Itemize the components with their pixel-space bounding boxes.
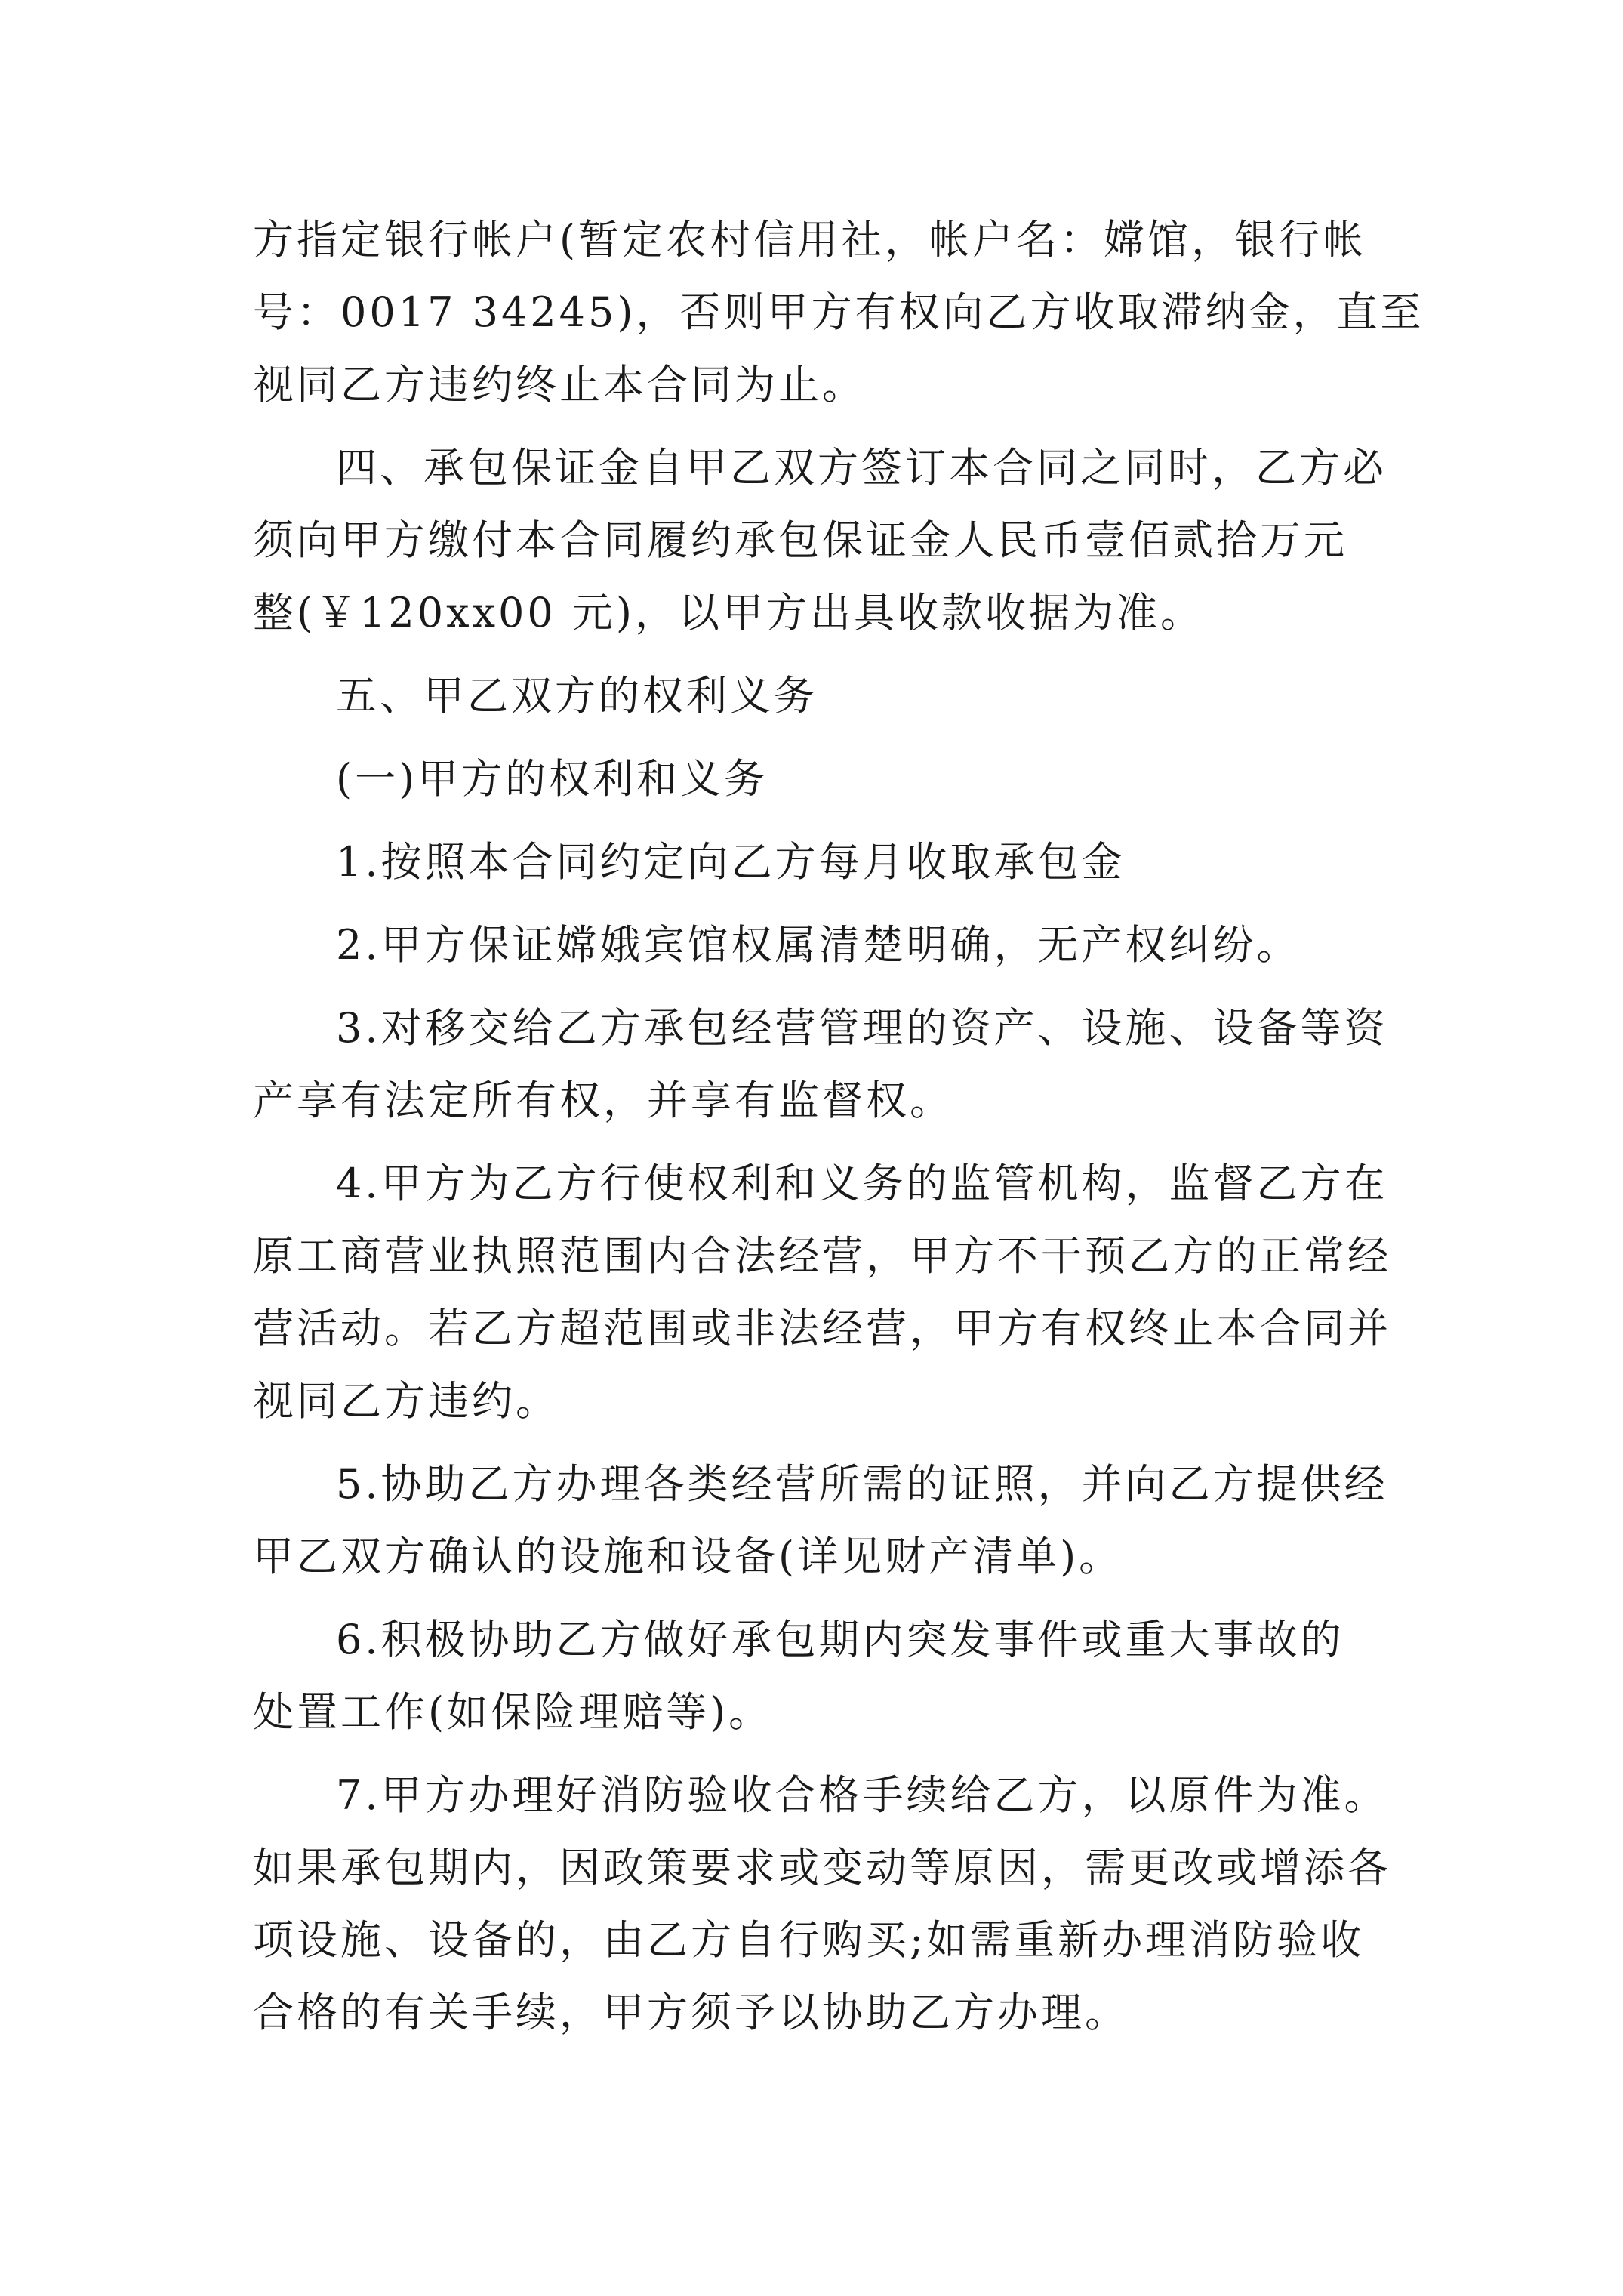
subsection-heading: (一)甲方的权利和义务 [336, 755, 768, 803]
text-line: 号：0017 34245)，否则甲方有权向乙方收取滞纳金，直至 [253, 288, 1424, 336]
text-line: 方指定银行帐户(暂定农村信用社，帐户名：嫦馆，银行帐 [253, 216, 1367, 264]
clause-line: 7.甲方办理好消防验收合格手续给乙方，以原件为准。 [336, 1771, 1388, 1819]
clause-line: 1.按照本合同约定向乙方每月收取承包金 [336, 838, 1126, 886]
clause-line: 3.对移交给乙方承包经营管理的资产、设施、设备等资 [336, 1004, 1388, 1052]
text-line: 如果承包期内，因政策要求或变动等原因，需更改或增添各 [253, 1844, 1391, 1891]
clause-line: 4.甲方为乙方行使权利和义务的监管机构，监督乙方在 [336, 1160, 1388, 1207]
text-line: 项设施、设备的，由乙方自行购买;如需重新办理消防验收 [253, 1916, 1365, 1964]
paragraph-start-line: 四、承包保证金自甲乙双方签订本合同之同时，乙方必 [336, 444, 1387, 492]
text-line: 须向甲方缴付本合同履约承包保证金人民币壹佰贰拾万元 [253, 516, 1347, 564]
clause-line: 2.甲方保证嫦娥宾馆权属清楚明确，无产权纠纷。 [336, 921, 1301, 969]
text-line: 原工商营业执照范围内合法经营，甲方不干预乙方的正常经 [253, 1232, 1391, 1280]
text-line: 视同乙方违约终止本合同为止。 [253, 361, 866, 408]
text-line: 产享有法定所有权，并享有监督权。 [253, 1077, 953, 1124]
text-line: 甲乙双方确认的设施和设备(详见财产清单)。 [253, 1533, 1123, 1580]
text-line: 合格的有关手续，甲方须予以协助乙方办理。 [253, 1989, 1129, 2036]
text-line: 整(￥120xx00 元)，以甲方出具收款收据为准。 [253, 589, 1204, 636]
clause-line: 5.协助乙方办理各类经营所需的证照，并向乙方提供经 [336, 1460, 1388, 1508]
section-heading: 五、甲乙双方的权利义务 [336, 672, 818, 720]
text-line: 视同乙方违约。 [253, 1377, 559, 1425]
contract-text [253, 204, 1424, 2049]
clause-line: 6.积极协助乙方做好承包期内突发事件或重大事故的 [336, 1616, 1344, 1663]
text-line: 营活动。若乙方超范围或非法经营，甲方有权终止本合同并 [253, 1305, 1391, 1352]
text-line: 处置工作(如保险理赔等)。 [253, 1688, 773, 1736]
